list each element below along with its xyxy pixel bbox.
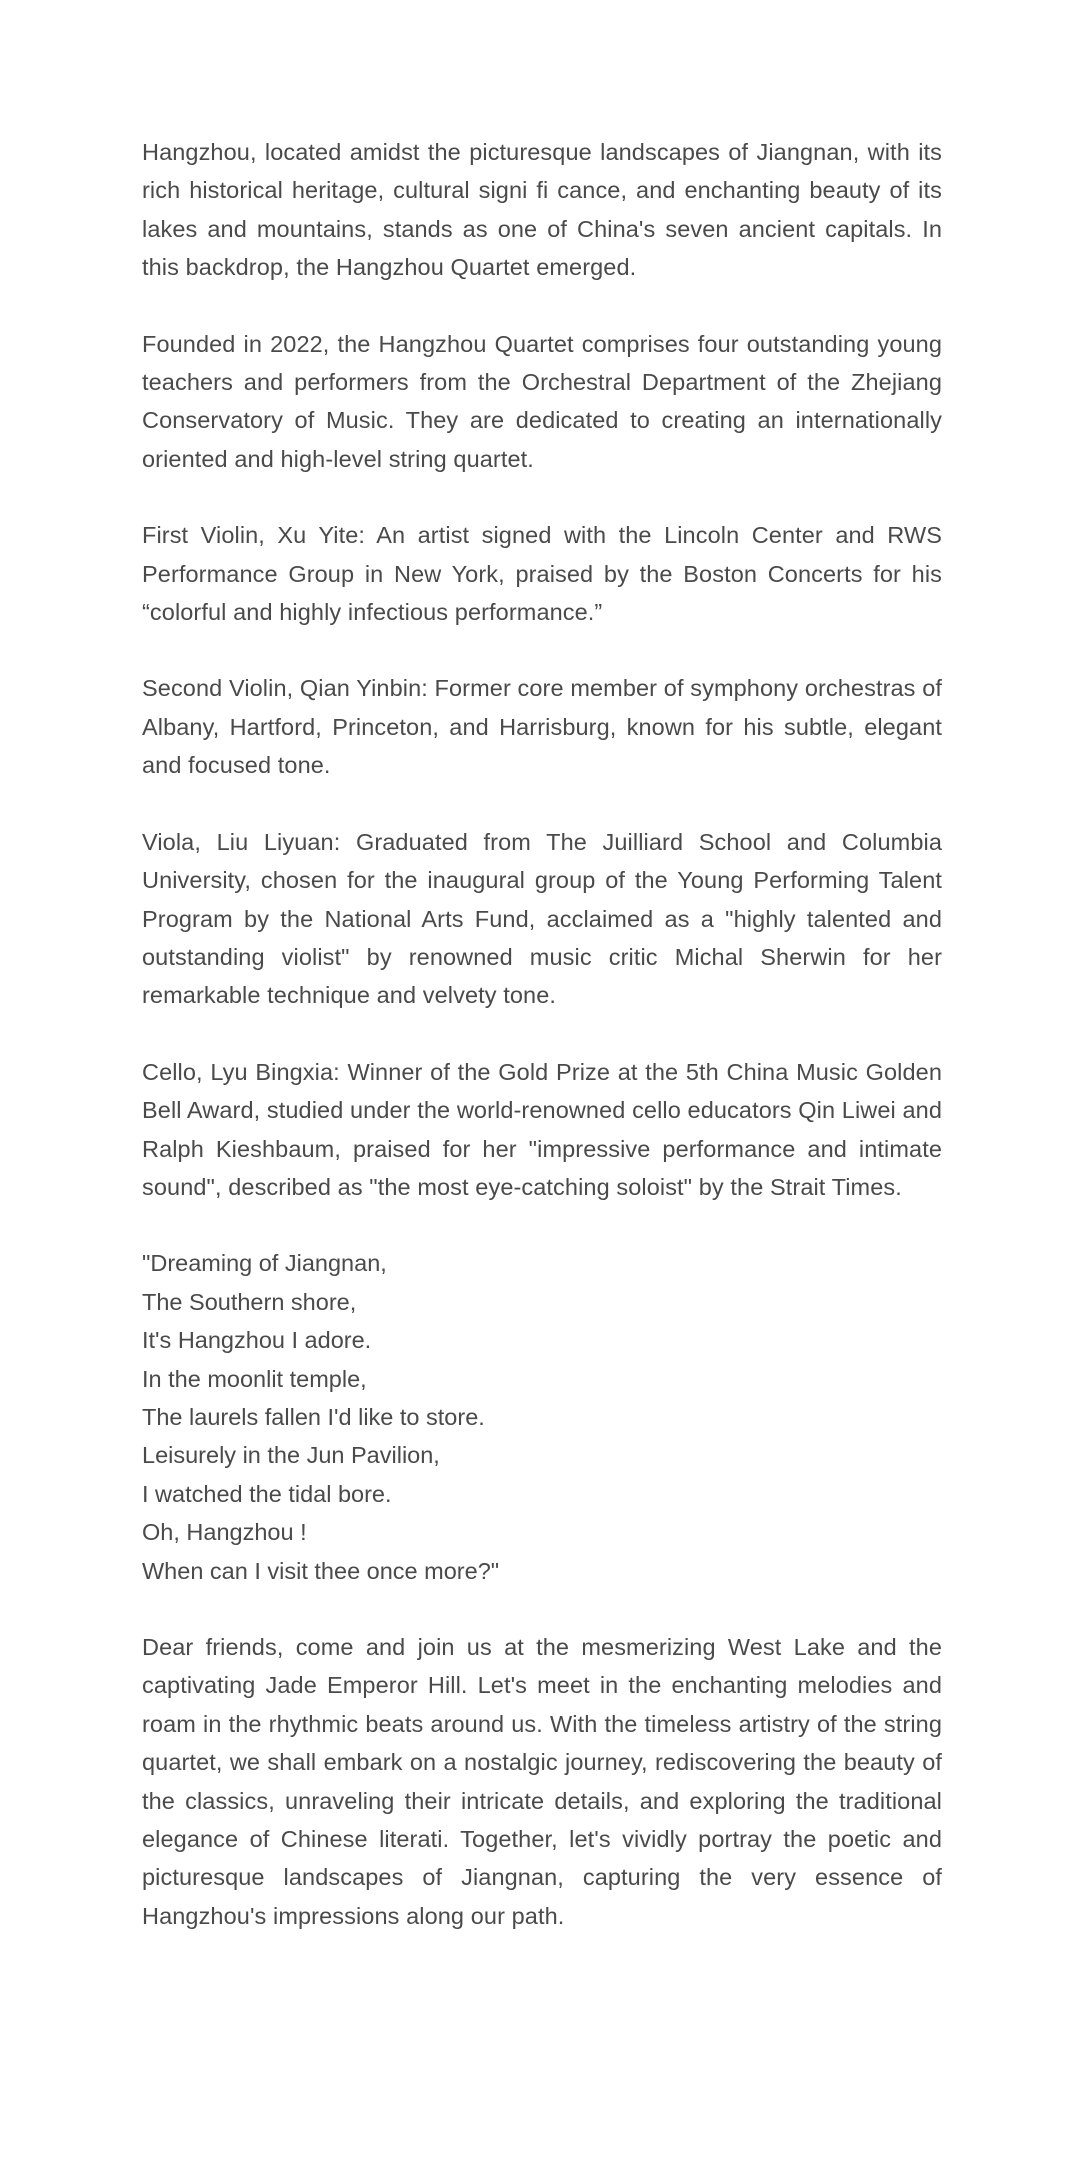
poem-line: It's Hangzhou I adore. xyxy=(142,1327,372,1354)
closing-paragraph: Dear friends, come and join us at the mesmerizing West Lake and the captivating Jade Emperor Hill. Let's meet in the enchanting melodies and roam in the rhythmic beats around us. With the timeless artistry of the string quartet, we shall embark on a nostalgic journey, rediscovering the beauty of the classics, unraveling their intricate details, and exploring the traditional elegance of Chinese literati. Together, let's vividly portray the poetic and picturesque landscapes of Jiangnan, capturing the very essence of Hangzhou's impressions along our path. xyxy=(142,1634,942,1929)
intro-paragraph-quartet: Founded in 2022, the Hangzhou Quartet comprises four outstanding young teachers and performers from the Orchestral Department of the Zhejiang Conservatory of Music. They are dedicated to creating an internationally oriented and high-level string quartet. xyxy=(142,330,942,472)
poem-line: When can I visit thee once more?" xyxy=(142,1557,500,1584)
poem-line: Oh, Hangzhou ! xyxy=(142,1519,307,1546)
poem-line: The laurels fallen I'd like to store. xyxy=(142,1403,485,1430)
member-cello: Cello, Lyu Bingxia: Winner of the Gold Prize at the 5th China Music Golden Bell Award, studied under the world-renowned cello educators Qin Liwei and Ralph Kieshbaum, praised for her "impressive performance and intimate sound", described as "the most eye-catching soloist" by the Strait Times. xyxy=(142,1058,942,1200)
intro-paragraph-hangzhou: Hangzhou, located amidst the picturesque landscapes of Jiangnan, with its rich historical heritage, cultural signi fi cance, and enchanting beauty of its lakes and mountains, stands as one of China's seven ancient capitals. In this backdrop, the Hangzhou Quartet emerged. xyxy=(142,139,942,281)
poem-line: In the moonlit temple, xyxy=(142,1365,367,1392)
poem-line: I watched the tidal bore. xyxy=(142,1480,392,1507)
member-first-violin: First Violin, Xu Yite: An artist signed with the Lincoln Center and RWS Performance Group in New York, praised by the Boston Concerts for his “colorful and highly infectious performance.” xyxy=(142,522,942,626)
poem-line: Leisurely in the Jun Pavilion, xyxy=(142,1442,440,1469)
member-second-violin: Second Violin, Qian Yinbin: Former core member of symphony orchestras of Albany, Hartford, Princeton, and Harrisburg, known for his subtle, elegant and focused tone. xyxy=(142,675,942,779)
poem-line: The Southern shore, xyxy=(142,1288,357,1315)
poem xyxy=(142,1244,942,1590)
poem-line: "Dreaming of Jiangnan, xyxy=(142,1250,387,1277)
document-body xyxy=(142,133,942,1973)
member-viola: Viola, Liu Liyuan: Graduated from The Juilliard School and Columbia University, chosen for the inaugural group of the Young Performing Talent Program by the National Arts Fund, acclaimed as a "highly talented and outstanding violist" by renowned music critic Michal Sherwin for her remarkable technique and velvety tone. xyxy=(142,828,942,1009)
